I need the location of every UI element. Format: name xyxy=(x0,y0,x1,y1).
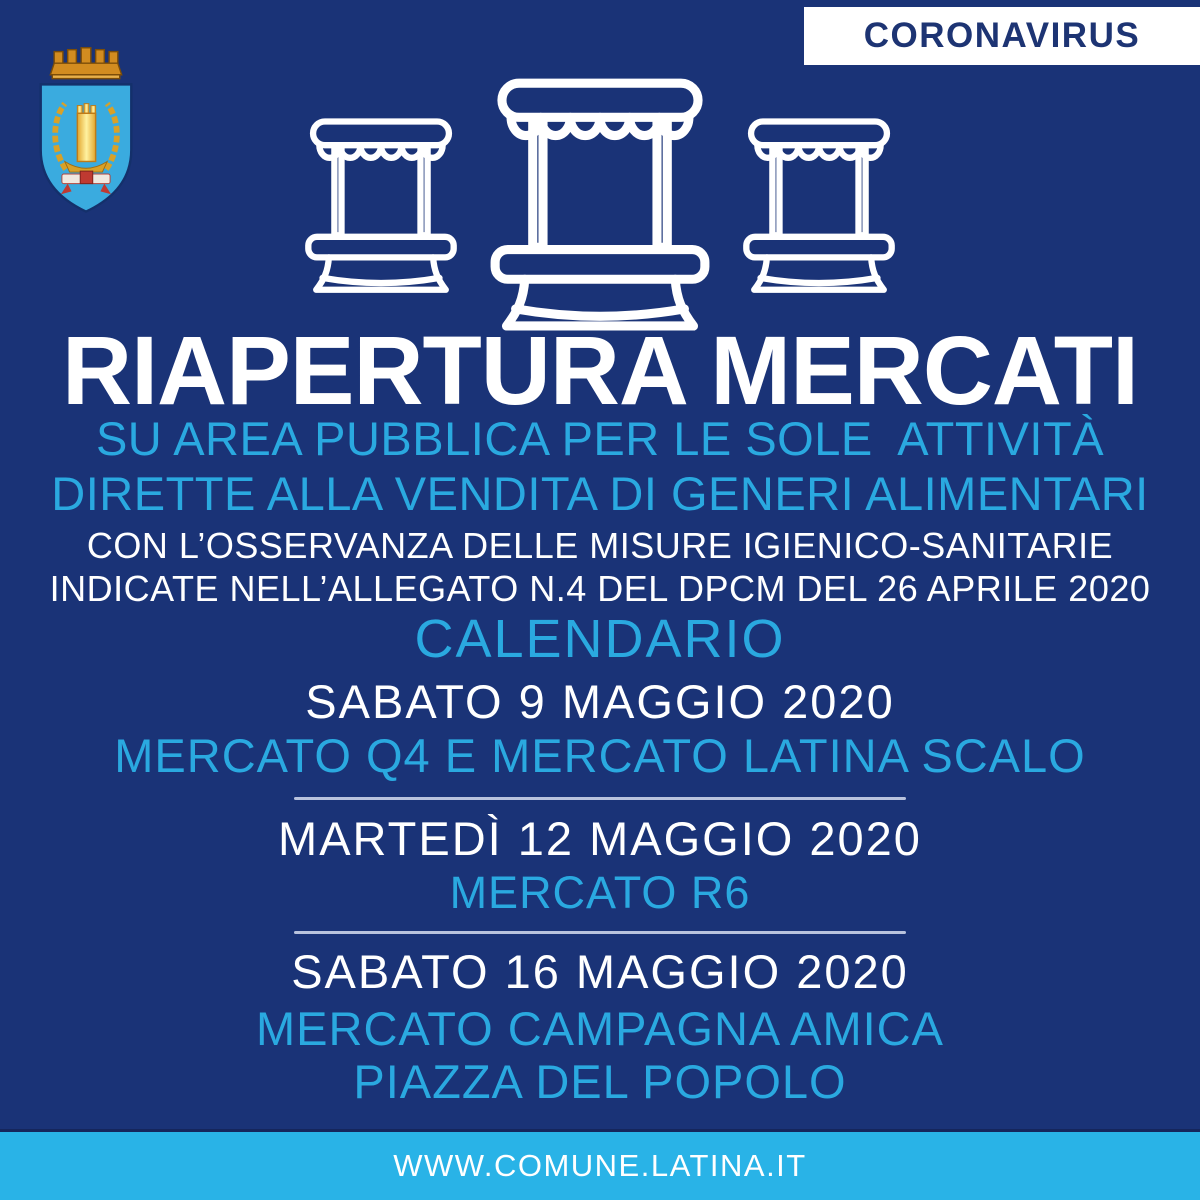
market-stall-icon xyxy=(740,115,898,301)
market-stalls-illustration xyxy=(0,68,1200,348)
event-date: SABATO 9 MAGGIO 2020 xyxy=(305,675,895,728)
subtitle-line-2: DIRETTE ALLA VENDITA DI GENERI ALIMENTARI xyxy=(51,467,1149,520)
compliance-line-2: INDICATE NELL’ALLEGATO N.4 DEL DPCM DEL 26 APRILE 2020 xyxy=(49,568,1151,609)
market-stall-icon xyxy=(486,72,714,344)
coronavirus-badge xyxy=(804,7,1200,65)
market-stall-icon xyxy=(302,115,460,301)
event-date: SABATO 16 MAGGIO 2020 xyxy=(291,945,909,998)
divider xyxy=(294,797,906,800)
footer-bar xyxy=(0,1129,1200,1200)
event-location: MERCATO Q4 E MERCATO LATINA SCALO xyxy=(114,729,1086,782)
event-location: PIAZZA DEL POPOLO xyxy=(353,1055,847,1108)
calendar-heading: CALENDARIO xyxy=(414,609,786,669)
subtitle-line-1: SU AREA PUBBLICA PER LE SOLE ATTIVITÀ xyxy=(95,412,1105,465)
poster-title: RIAPERTURA MERCATI xyxy=(62,316,1138,425)
event-location: MERCATO R6 xyxy=(449,867,751,918)
compliance-line-1: CON L’OSSERVANZA DELLE MISURE IGIENICO-SANITARIE xyxy=(86,525,1114,566)
coronavirus-badge-label: CORONAVIRUS xyxy=(863,16,1141,55)
event-location: MERCATO CAMPAGNA AMICA xyxy=(256,1002,944,1055)
website-url: WWW.COMUNE.LATINA.IT xyxy=(393,1148,807,1183)
divider xyxy=(294,931,906,934)
event-date: MARTEDÌ 12 MAGGIO 2020 xyxy=(278,812,922,865)
